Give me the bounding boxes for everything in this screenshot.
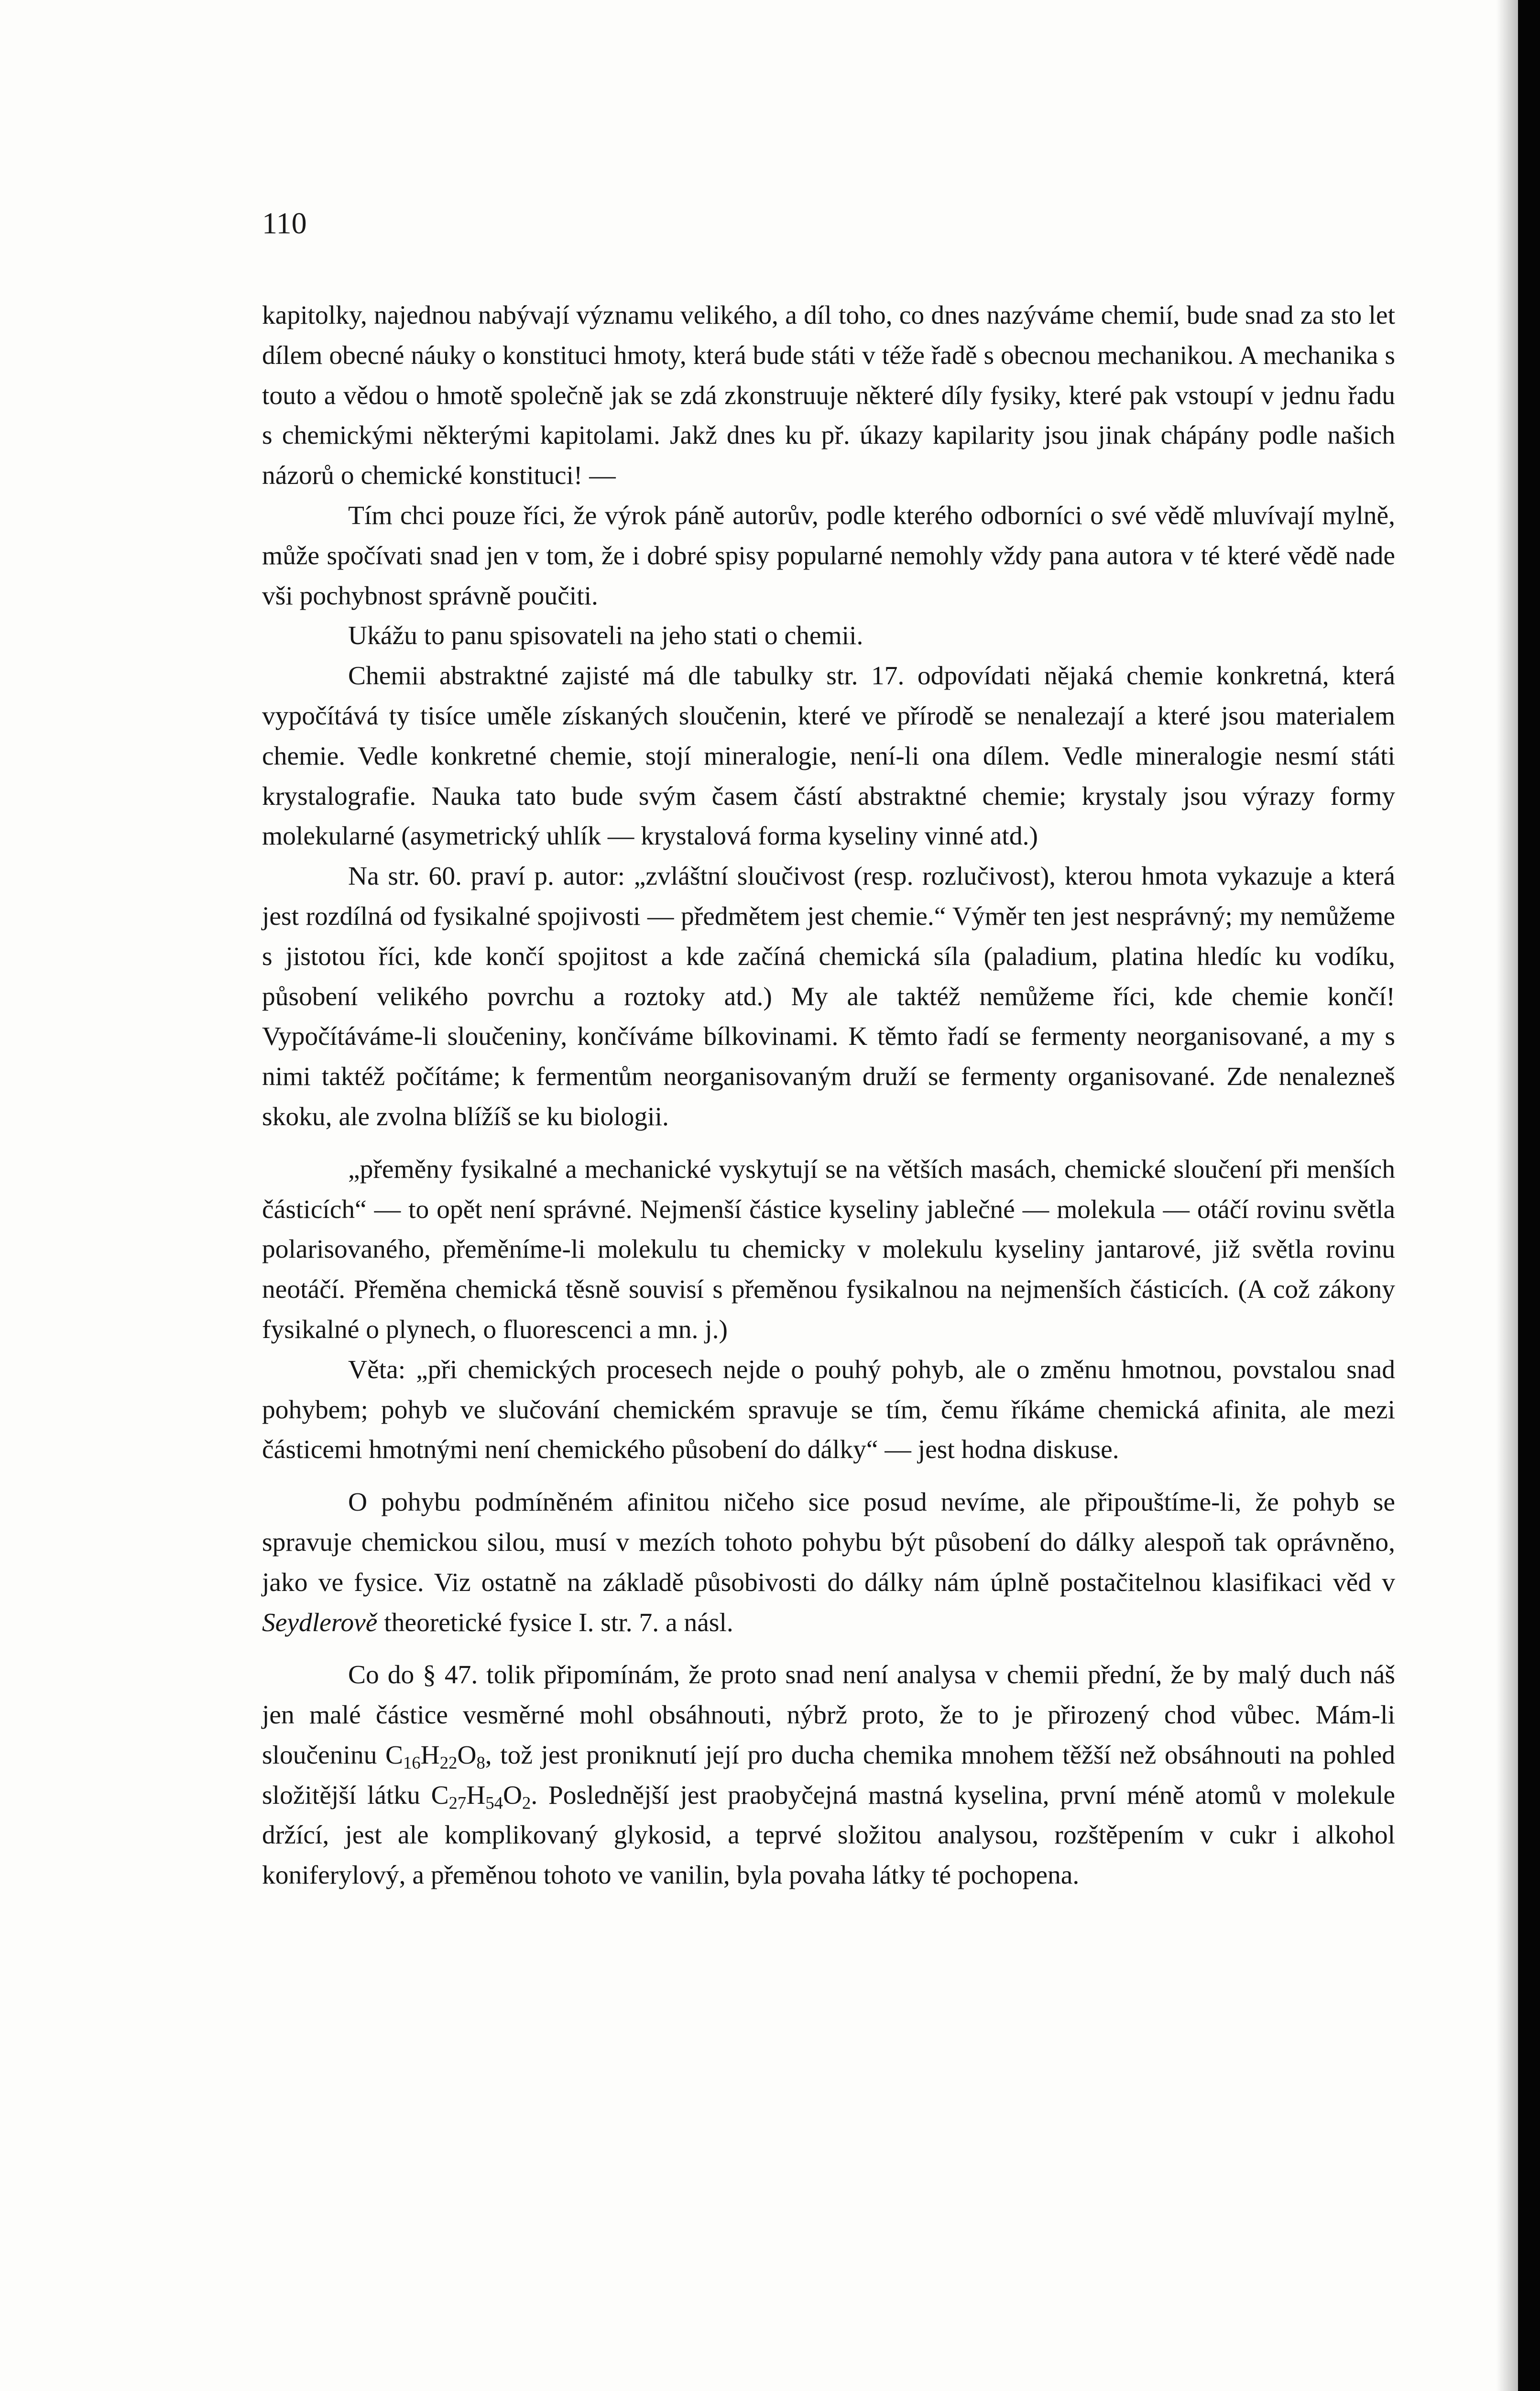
formula-subscript: 54 — [485, 1792, 503, 1812]
paragraph-9-text-a: Co do § 47. tolik připomínám, že proto snad není analysa v chemii přední, že by malý duch náš jen malé částice vesměrné mohl obsáhnouti, nýbrž proto, že to je přirozený chod vůbec. Mám-li sloučeninu — [262, 1660, 1395, 1770]
formula-symbol: H — [420, 1740, 440, 1770]
formula-symbol: O — [457, 1740, 477, 1770]
formula-subscript: 8 — [476, 1753, 485, 1773]
page-number: 110 — [262, 206, 307, 240]
formula-symbol: O — [502, 1780, 523, 1810]
chemical-formula-1 — [385, 1740, 485, 1773]
paragraph-5: Na str. 60. praví p. autor: „zvláštní sloučivost (resp. rozlučivost), kterou hmota vykazuje a která jest rozdílná od fysikalné spojivosti — předmětem jest chemie.“ Výměr ten jest nesprávný; my nemůžeme s jistotou říci, kde končí spojitost a kde začíná chemická síla (paladium, platina hledíc ku vodíku, působení velikého povrchu a roztoky atd.) My ale taktéž nemůžeme říci, kde chemie končí! Vypočítáváme-li sloučeniny, končíváme bílkovinami. K těmto řadí se fermenty neorganisované, a my s nimi taktéž počítáme; k fermentům neorganisovaným druží se fermenty organisované. Zde nenalezneš skoku, ale zvolna blížíš se ku biologii. — [262, 862, 1395, 1131]
paragraph-9 — [262, 1655, 1395, 1896]
paragraph-3: Ukážu to panu spisovateli na jeho stati o chemii. — [348, 621, 863, 651]
paragraph-8 — [262, 1482, 1395, 1643]
paragraph-9-text-b: , tož jest proniknutí její pro ducha chemika mnohem těžší než obsáhnouti na pohled složitější látku — [262, 1740, 1395, 1810]
formula-subscript: 27 — [448, 1792, 467, 1812]
page-fold-shadow — [1496, 0, 1518, 2391]
paragraph-8-text-after: theoretické fysice I. str. 7. a násl. — [377, 1608, 733, 1637]
paragraph-9-text-c: . Poslednější jest praobyčejná mastná kyselina, první méně atomů v molekule držící, jest ale komplikovaný glykosid, a teprvé složitou analysou, rozštěpením v cukr i alkohol koniferylový, a přeměnou tohoto ve vanilin, byla povaha látky té pochopena. — [262, 1780, 1396, 1890]
paragraph-7: Věta: „při chemických procesech nejde o pouhý pohyb, ale o změnu hmotnou, povstalou snad pohybem; pohyb ve slučování chemickém spravuje se tím, čemu říkáme chemická afinita, ale mezi částicemi hmotnými není chemického působení do dálky“ — jest hodna diskuse. — [262, 1355, 1395, 1465]
chemical-formula-2 — [431, 1781, 531, 1810]
scan-border — [1518, 0, 1540, 2391]
paragraph-8-text-before: O pohybu podmíněném afinitou ničeho sice posud nevíme, ale připouštíme-li, že pohyb se spravuje chemickou silou, musí v mezích tohoto pohybu být působení do dálky alespoň tak oprávněno, jako ve fysice. Viz ostatně na základě působivosti do dálky nám úplně postačitelnou klasifikaci věd v — [262, 1488, 1395, 1597]
formula-subscript: 22 — [439, 1753, 458, 1773]
paragraph-2: Tím chci pouze říci, že výrok páně autorův, podle kterého odborníci o své vědě mluvívají mylně, může spočívati snad jen v tom, že i dobré spisy popularné nemohly vždy pana autora v té které vědě nade vši pochybnost správně poučiti. — [262, 501, 1395, 611]
page-text — [262, 296, 1395, 1896]
formula-subscript: 16 — [403, 1753, 421, 1773]
paragraph-6: „přeměny fysikalné a mechanické vyskytují se na větších masách, chemické sloučení při menších částicích“ — to opět není správné. Nejmenší částice kyseliny jablečné — molekula — otáčí rovinu světla polarisovaného, přeměníme-li molekulu tu chemicky v molekulu kyseliny jantarové, již světla rovinu neotáčí. Přeměna chemická těsně souvisí s přeměnou fysikalnou na nejmenších částicích. (A což zákony fysikalné o plynech, o fluorescenci a mn. j.) — [262, 1154, 1395, 1344]
paragraph-4: Chemii abstraktné zajisté má dle tabulky str. 17. odpovídati nějaká chemie konkretná, která vypočítává ty tisíce uměle získaných sloučenin, které ve přírodě se nenalezají a které jsou materialem chemie. Vedle konkretné chemie, stojí mineralogie, není-li ona dílem. Vedle mineralogie nesmí státi krystalografie. Nauka tato bude svým časem částí abstraktné chemie; krystaly jsou výrazy formy molekularné (asymetrický uhlík — krystalová forma kyseliny vinné atd.) — [262, 661, 1395, 851]
formula-symbol: C — [385, 1740, 404, 1770]
formula-symbol: C — [431, 1780, 449, 1810]
formula-subscript: 2 — [522, 1792, 531, 1812]
author-name-italic: Seydlerově — [262, 1608, 378, 1637]
paragraph-1: kapitolky, najednou nabývají významu velikého, a díl toho, co dnes nazýváme chemií, bude snad za sto let dílem obecné náuky o konstituci hmoty, která bude státi v téže řadě s obecnou mechanikou. A mechanika s touto a vědou o hmotě společně jak se zdá zkonstruuje některé díly fysiky, které pak vstoupí v jednu řadu s chemickými některými kapitolami. Jakž dnes ku př. úkazy kapilarity jsou jinak chápány podle našich názorů o chemické konstituci! — — [262, 301, 1395, 491]
formula-symbol: H — [466, 1780, 486, 1810]
